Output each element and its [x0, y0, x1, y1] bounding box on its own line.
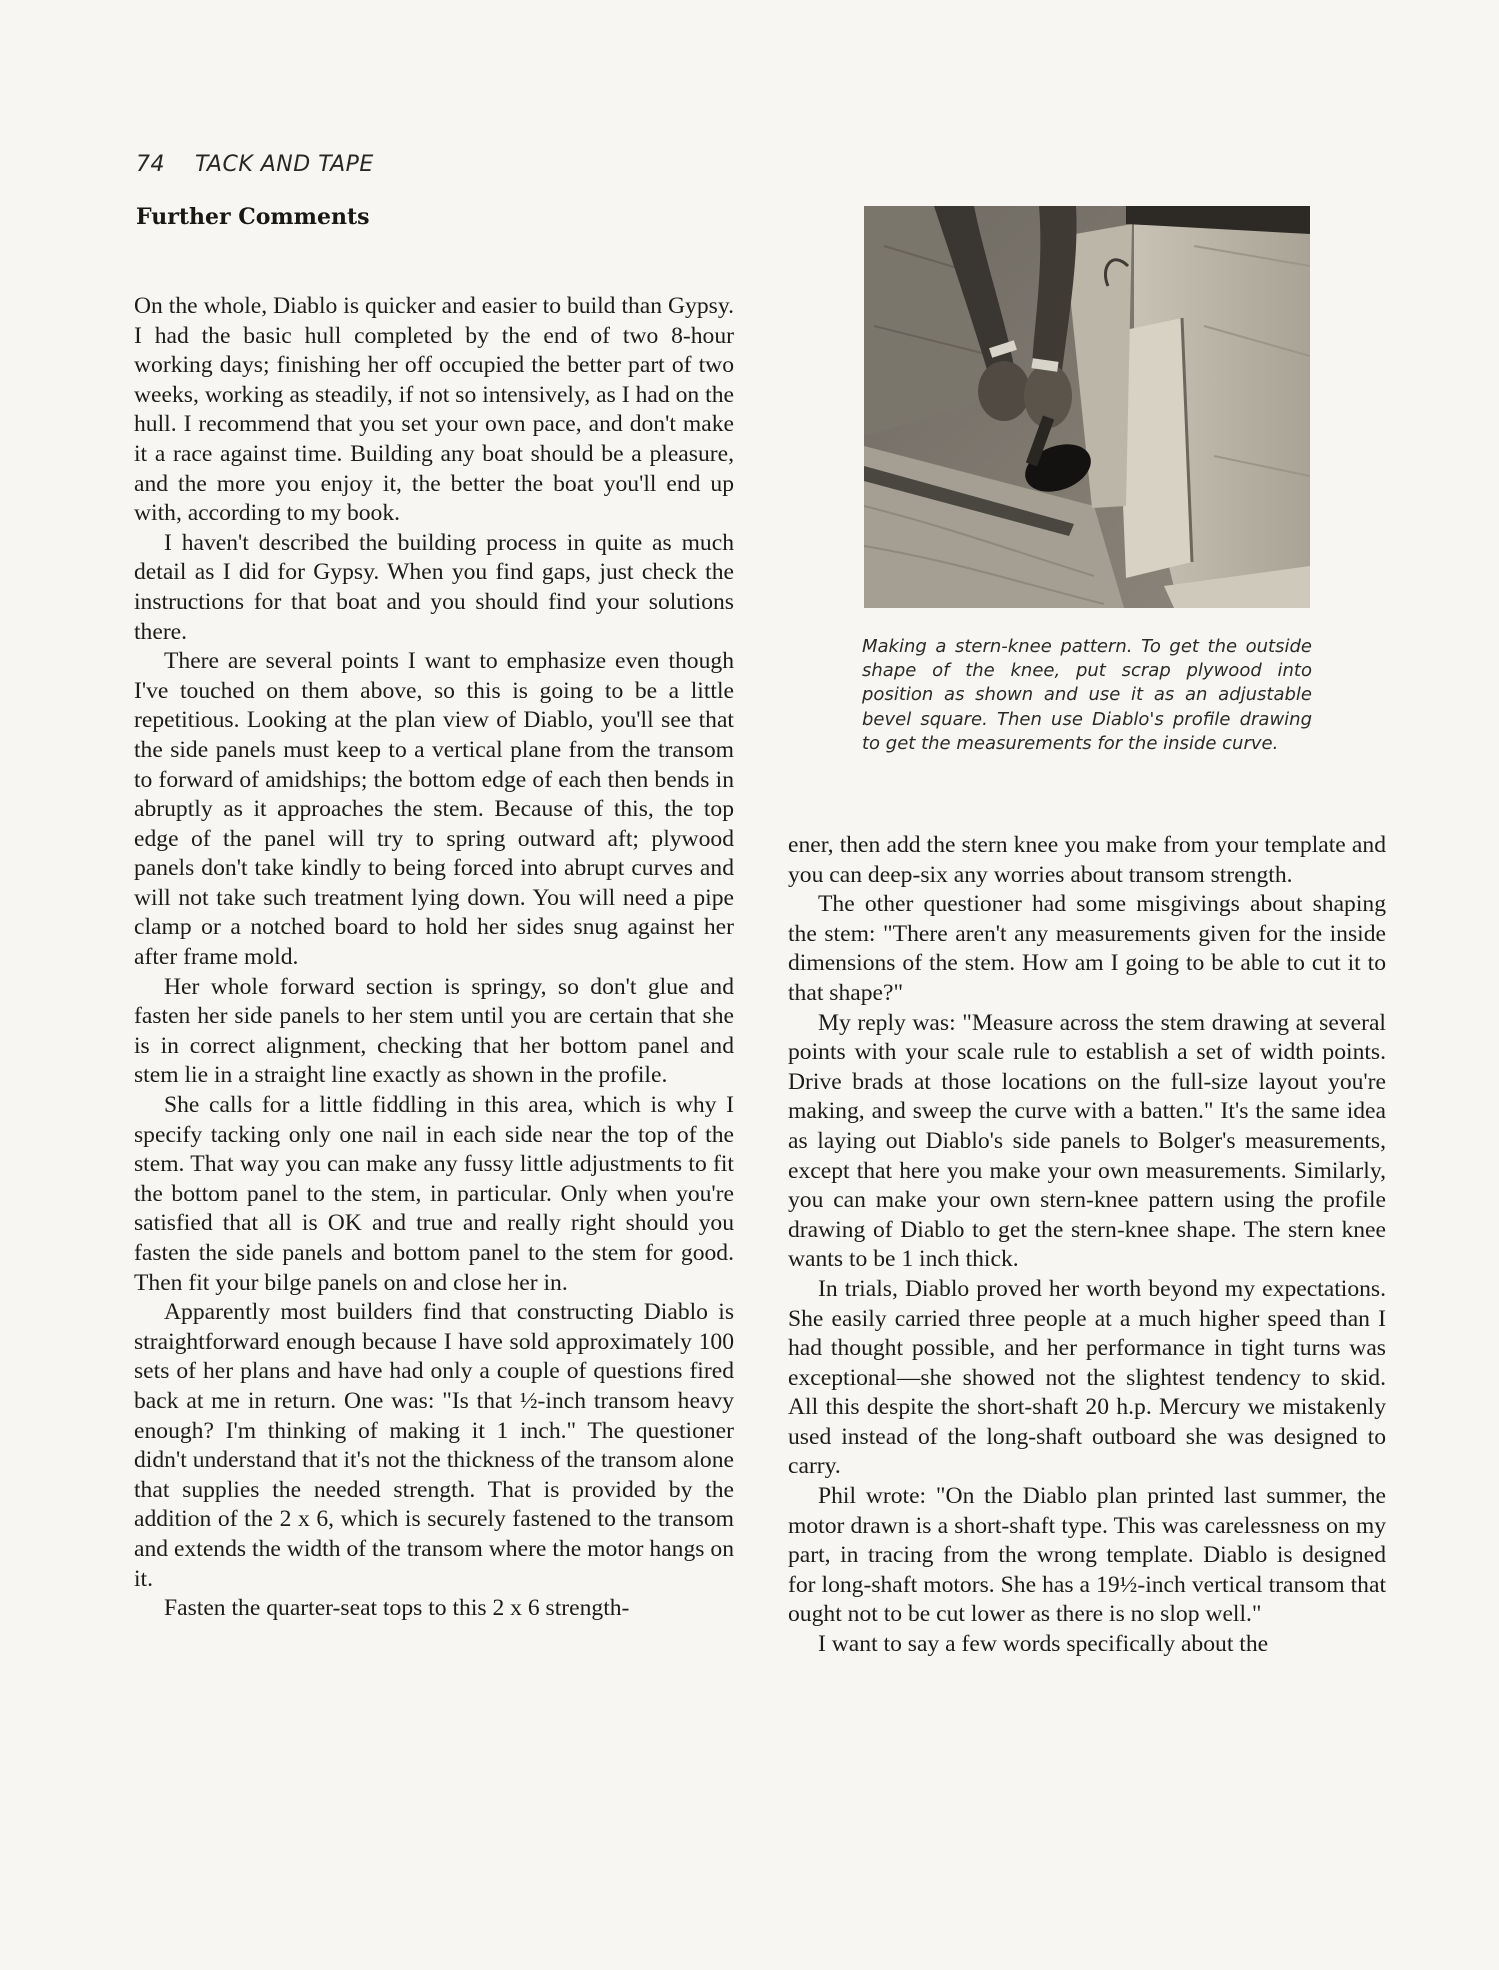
- page-number: 74: [136, 152, 165, 177]
- running-head: [136, 152, 374, 177]
- paragraph: I haven't described the building process in quite as much detail as I did for Gypsy. When you find gaps, just check the instructions for that boat and you should find your solutions there.: [134, 529, 734, 645]
- paragraph: On the whole, Diablo is quicker and easier to build than Gypsy. I had the basic hull completed by the end of two 8-hour working days; finishing her off occupied the better part of two weeks, working as steadily, if not so intensively, as I had on the hull. I recommend that you set your own pace, and don't make it a race against time. Building any boat should be a pleasure, and the more you enjoy it, the better the boat you'll end up with, according to my book.: [134, 293, 734, 527]
- figure-caption: Making a stern-knee pattern. To get the outside shape of the knee, put scrap plywood into position as shown and use it as an adjustable bevel square. Then use Diablo's profile drawing to get the measurements for the inside curve.: [862, 636, 1312, 754]
- paragraph: Phil wrote: "On the Diablo plan printed last summer, the motor drawn is a short-shaft type. This was carelessness on my part, in tracing from the wrong template. Diablo is designed for long-shaft motors. She has a 19½-inch vertical transom that ought not to be cut lower as there is no slop well.": [788, 1483, 1386, 1628]
- paragraph: Fasten the quarter-seat tops to this 2 x 6 strength-: [164, 1595, 630, 1622]
- left-text-column: [134, 292, 734, 1624]
- paragraph: In trials, Diablo proved her worth beyond my expectations. She easily carried three people at a much higher speed than I had thought possible, and her performance in tight turns was exceptional—she showed not the slightest tendency to skid. All this despite the short-shaft 20 h.p. Mercury we mistakenly used instead of the long-shaft outboard she was designed to carry.: [788, 1275, 1386, 1480]
- stern-knee-photo: [864, 206, 1310, 608]
- right-text-column: [788, 831, 1386, 1660]
- paragraph: She calls for a little fiddling in this area, which is why I specify tacking only one nail in each side near the top of the stem. That way you can make any fussy little adjustments to fit the bottom panel to the stem, in particular. Only when you're satisfied that all is OK and true and really right should you fasten the side panels and bottom panel to the stem for good. Then fit your bilge panels on and close her in.: [134, 1092, 734, 1296]
- paragraph: Her whole forward section is springy, so don't glue and fasten her side panels to her stem until you are certain that she is in correct alignment, checking that her bottom panel and stem lie in a straight line exactly as shown in the profile.: [134, 973, 734, 1089]
- paragraph: The other questioner had some misgivings about shaping the stem: "There aren't any measurements given for the inside dimensions of the stem. How am I going to be able to cut it to that shape?": [788, 891, 1386, 1006]
- paragraph: Apparently most builders find that constructing Diablo is straightforward enough because I have sold approximately 100 sets of her plans and have had only a couple of questions fired back at me in return. One was: "Is that ½-inch transom heavy enough? I'm thinking of making it 1 inch." The questioner didn't understand that it's not the thickness of the transom alone that supplies the needed strength. That is provided by the addition of the 2 x 6, which is securely fastened to the transom and extends the width of the transom where the motor hangs on it.: [134, 1299, 734, 1592]
- paragraph: There are several points I want to emphasize even though I've touched on them above, so this is going to be a little repetitious. Looking at the plan view of Diablo, you'll see that the side panels must keep to a vertical plane from the transom to forward of amidships; the bottom edge of each then bends in abruptly as it approaches the stem. Because of this, the top edge of the panel will try to spring outward aft; plywood panels don't take kindly to being forced into abrupt curves and will not take such treatment lying down. You will need a pipe clamp or a notched board to hold her sides snug against her after frame mold.: [134, 648, 734, 971]
- paragraph: My reply was: "Measure across the stem drawing at several points with your scale rule to establish a set of width points. Drive brads at those locations on the full-size layout you're making, and sweep the curve with a batten." It's the same idea as laying out Diablo's side panels to Bolger's measurements, except that here you make your own measurements. Similarly, you can make your own stern-knee pattern using the profile drawing of Diablo to get the stern-knee shape. The stern knee wants to be 1 inch thick.: [788, 1009, 1386, 1273]
- running-title: TACK AND TAPE: [195, 152, 374, 177]
- section-heading: Further Comments: [136, 204, 370, 230]
- paragraph: ener, then add the stern knee you make from your template and you can deep-six any worries about transom strength.: [788, 832, 1386, 888]
- paragraph: I want to say a few words specifically about the: [818, 1631, 1269, 1658]
